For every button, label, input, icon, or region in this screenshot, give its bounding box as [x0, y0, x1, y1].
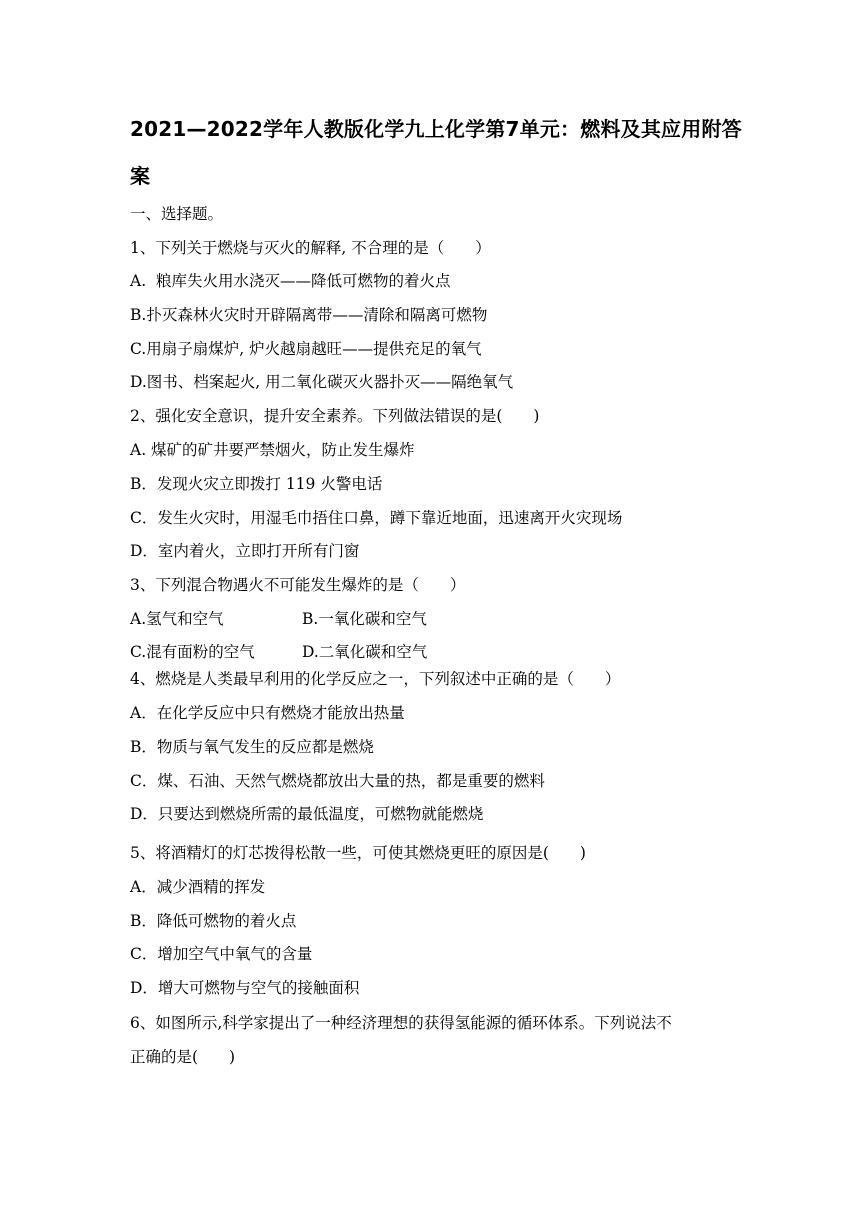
question-2-option-c: C．发生火灾时，用湿毛巾捂住口鼻，蹲下靠近地面，迅速离开火灾现场 — [130, 509, 623, 527]
question-1-option-d: D.图书、档案起火, 用二氧化碳灭火器扑灭——隔绝氧气 — [130, 373, 514, 391]
question-4-option-c: C．煤、石油、天然气燃烧都放出大量的热，都是重要的燃料 — [130, 772, 545, 790]
question-2-stem: 2、强化安全意识，提升安全素养。下列做法错误的是( ) — [130, 407, 540, 425]
question-4-option-b: B．物质与氧气发生的反应都是燃烧 — [130, 738, 374, 756]
question-3-stem: 3、下列混合物遇火不可能发生爆炸的是（ ） — [130, 576, 466, 594]
question-5-option-b: B．降低可燃物的着火点 — [130, 912, 297, 930]
question-5-stem: 5、将酒精灯的灯芯拨得松散一些，可使其燃烧更旺的原因是( ) — [130, 844, 586, 862]
question-2-option-b: B．发现火灾立即拨打 119 火警电话 — [130, 475, 383, 493]
question-4-option-a: A．在化学反应中只有燃烧才能放出热量 — [130, 704, 405, 722]
question-6-stem-line-1: 6、如图所示,科学家提出了一种经济理想的获得氢能源的循环体系。下列说法不 — [130, 1014, 672, 1032]
section-heading: 一、选择题。 — [130, 205, 224, 223]
question-2-option-a: A. 煤矿的矿井要严禁烟火，防止发生爆炸 — [130, 441, 415, 459]
question-5-option-a: A．减少酒精的挥发 — [130, 878, 266, 896]
question-3-option-b: B.一氧化碳和空气 — [302, 610, 427, 628]
document-title: 2021—2022学年人教版化学九上化学第7单元：燃料及其应用附答案 — [130, 117, 742, 188]
question-5-option-c: C．增加空气中氧气的含量 — [130, 945, 313, 963]
question-3-option-d: D.二氧化碳和空气 — [302, 643, 428, 661]
question-3-option-a: A.氢气和空气 — [130, 610, 224, 628]
question-4-stem: 4、燃烧是人类最早利用的化学反应之一，下列叙述中正确的是（ ） — [130, 670, 621, 688]
question-3-option-c: C.混有面粉的空气 — [130, 643, 255, 661]
question-6-stem-line-2: 正确的是( ) — [130, 1048, 236, 1066]
question-4-option-d: D．只要达到燃烧所需的最低温度，可燃物就能燃烧 — [130, 805, 484, 823]
question-5-option-d: D．增大可燃物与空气的接触面积 — [130, 979, 360, 997]
question-1-stem: 1、下列关于燃烧与灭火的解释, 不合理的是（ ） — [130, 239, 491, 257]
question-2-option-d: D．室内着火，立即打开所有门窗 — [130, 542, 360, 560]
question-1-option-c: C.用扇子扇煤炉, 炉火越扇越旺——提供充足的氧气 — [130, 340, 482, 358]
question-1-option-b: B.扑灭森林火灾时开辟隔离带——清除和隔离可燃物 — [130, 306, 488, 324]
question-1-option-a: A. 粮库失火用水浇灭——降低可燃物的着火点 — [130, 272, 451, 290]
